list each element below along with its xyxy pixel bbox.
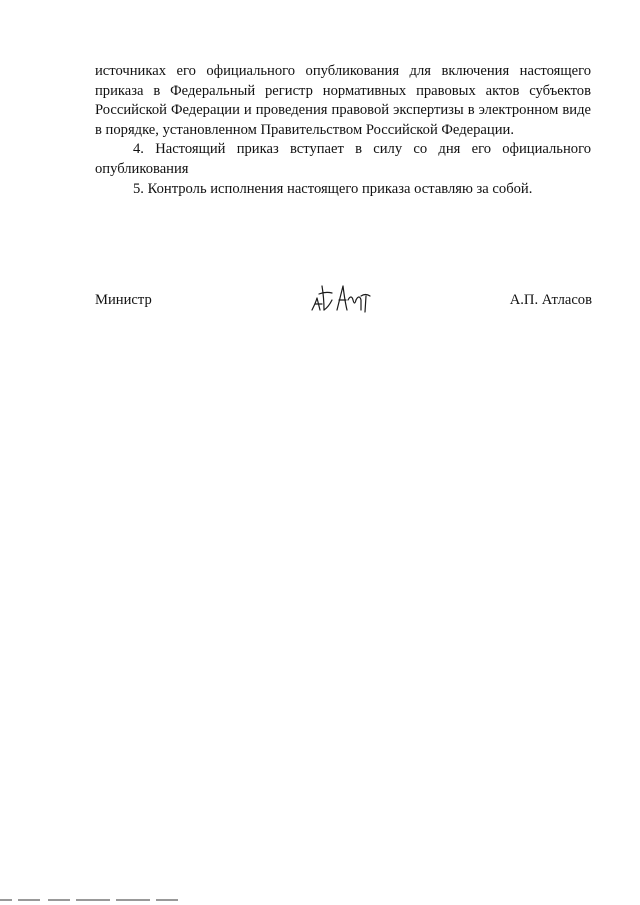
signatory-title: Министр bbox=[95, 292, 152, 308]
signatory-name: А.П. Атласов bbox=[509, 292, 592, 308]
scan-edge-marks bbox=[0, 897, 190, 903]
paragraph-item-5: 5. Контроль исполнения настоящего приказа оставляю за собой. bbox=[133, 180, 533, 197]
paragraph-item-4: 4. Настоящий приказ вступает в силу со дня его официального опубликования bbox=[95, 141, 591, 177]
document-body bbox=[95, 62, 591, 199]
handwritten-signature bbox=[310, 280, 372, 314]
paragraph-continuation: источниках его официального опубликования для включения настоящего приказа в Федеральный регистр нормативных правовых актов субъектов Российской Федерации и проведения правовой экспертизы в электронном виде в порядке, установленном Правительством Российской Федерации. bbox=[95, 63, 591, 138]
signature-block bbox=[95, 284, 592, 324]
